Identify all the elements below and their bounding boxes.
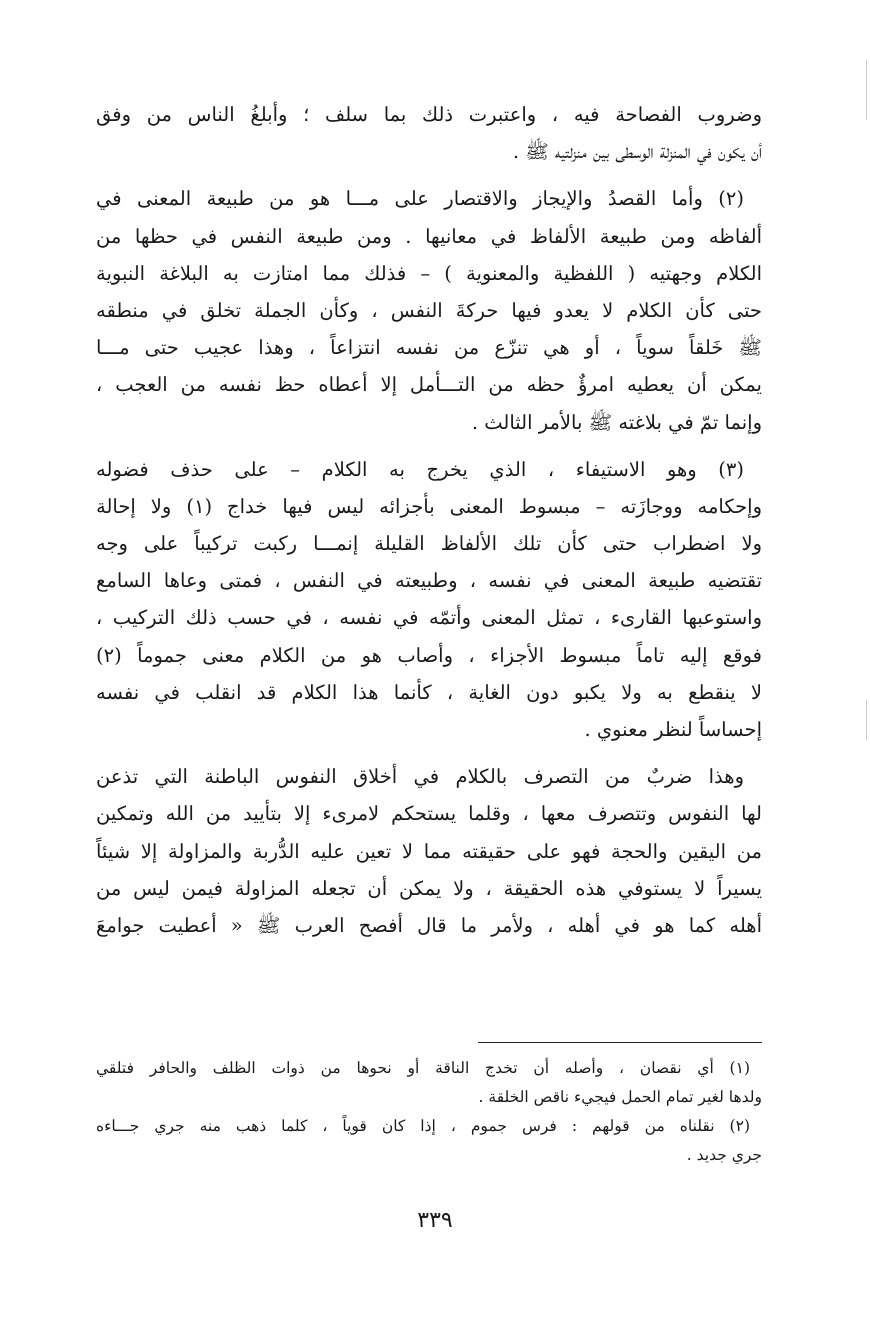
footnote-line: (١) أي نقصان ، وأصله أن تخدج الناقة أو نحوها من ذوات الظلف والحافر فتلقي	[96, 1059, 750, 1077]
scan-edge-mark	[866, 700, 867, 740]
footnote-line: ولدها لغير تمام الحمل فيجيء ناقص الخلقة .	[478, 1088, 762, 1106]
text-line: الكلام وجهتيه ( اللفظية والمعنوية ) – فذلك مما امتازت به البلاغة النبوية	[96, 261, 762, 285]
scan-edge-mark	[866, 60, 867, 120]
text-line: وضروب الفصاحة فيه ، واعتبرت ذلك بما سلف ؛ وأبلغُ الناس من وفق	[96, 103, 762, 126]
text-line: تقتضيه طبيعة المعنى في نفسه ، وطبيعته في النفس ، فمتى وعاها السامع	[96, 569, 762, 593]
text-line: وإحكامه ووجازَته – مبسوط المعنى بأجزائه ليس فيها خداج (١) ولا إحالة	[96, 494, 762, 518]
footnote-separator	[478, 1042, 762, 1043]
text-line: حتى كأن الكلام لا يعدو فيها حركةَ النفس ، وكأن الجملة تخلق في منطقه	[96, 298, 762, 322]
text-line: لها النفوس وتتصرف معها ، وقلما يستحكم لامرىء إلا بتأييد من الله وتمكين	[96, 802, 762, 826]
text-line: أهله كما هو في أهله ، ولأمر ما قال أفصح العرب ﷺ « أعطيت جوامعَ	[96, 913, 762, 937]
paragraph-2	[96, 180, 762, 440]
text-line: لا ينقطع به ولا يكبو دون الغاية ، كأنما هذا الكلام قد انقلب في نفسه	[96, 680, 762, 704]
text-line: أن يكون في المنزلة الوسطى بين منزلتيه ﷺ .	[512, 140, 762, 164]
text-line: يسيراً لا يستوفي هذه الحقيقة ، ولا يمكن أن تجعله المزاولة فيمن ليس من	[96, 876, 762, 900]
text-line: ألفاظه ومن طبيعة الألفاظ في معانيها . ومن طبيعة النفس في حظها من	[96, 224, 762, 248]
footnote-2	[96, 1112, 762, 1170]
text-line: (٣) وهو الاستيفاء ، الذي يخرج به الكلام – على حذف فضوله	[96, 457, 744, 481]
footnotes-block	[96, 1054, 762, 1170]
text-line: (٢) وأما القصدُ والإيجاز والاقتصار على مـــا هو من طبيعة المعنى في	[96, 187, 744, 211]
text-line: ولا اضطراب حتى كأن تلك الألفاظ القليلة إنمـــا ركبت تركيباً على وجه	[96, 532, 762, 556]
paragraph-3	[96, 451, 762, 749]
footnote-1	[96, 1054, 762, 1112]
main-text-block	[96, 96, 762, 944]
footnote-line: (٢) نقلناه من قولهم : فرس جموم ، إذا كان قوياً ، كلما ذهب منه جري جـــاءه	[96, 1117, 750, 1135]
text-line: ﷺ خَلقاً سوياً ، أو هي تنزّع من نفسه انتزاعاً ، وهذا عجيب حتى مـــا	[96, 336, 762, 360]
text-line: إحساساً لنظر معنوي .	[584, 718, 762, 741]
text-line: وإنما تمّ في بلاغته ﷺ بالأمر الثالث .	[471, 410, 762, 434]
text-line: وهذا ضربٌ من التصرف بالكلام في أخلاق النفوس الباطنة التي تذعن	[96, 765, 744, 789]
paragraph-4	[96, 758, 762, 944]
text-line: يمكن أن يعطيه امرؤٌ حظه من التـــأمل إلا أعطاه حظ نفسه من العجب ،	[96, 373, 762, 397]
page-number: ٣٣٩	[417, 1208, 453, 1233]
footnote-line: جري جديد .	[686, 1146, 762, 1164]
text-line: فوقع إليه تاماً مبسوط الأجزاء ، وأصاب هو من الكلام معنى جموماً (٢)	[96, 643, 762, 667]
paragraph-1	[96, 96, 762, 170]
text-line: من اليقين والحجة فهو على حقيقته مما لا تعين عليه الدُّربة والمزاولة إلا شيئاً	[96, 839, 762, 863]
text-line: واستوعبها القارىء ، تمثل المعنى وأتمّه في نفسه ، في حسب ذلك التركيب ،	[96, 606, 762, 630]
